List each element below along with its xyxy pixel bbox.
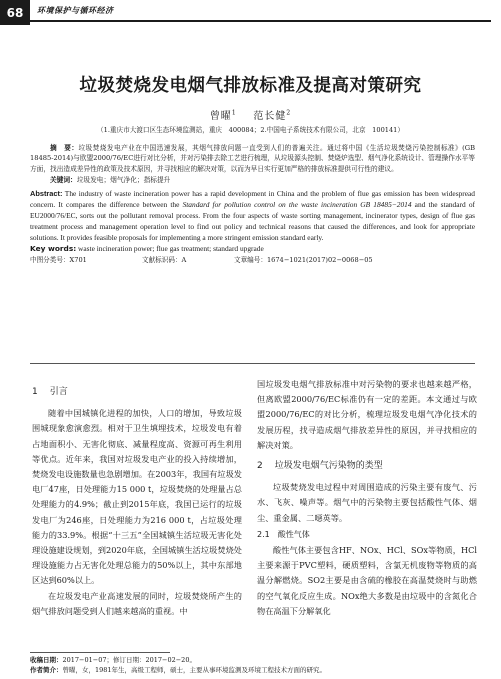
author-2-affil-mark: 2 bbox=[286, 109, 292, 117]
section-2-1-title: 酸性气体 bbox=[277, 529, 310, 539]
acid-gas-paragraph: 酸性气体主要包含HF、NOx、HCl、SOx等物质，HCl主要来源于PVC塑料，硬质塑料，含氯无机废物等物质的高温分解燃烧。SO2主要是由含硫的橡胶在高温焚烧时与助燃的空气氧化反应生成。NOx绝大多数是由垃圾中的含氮化合物在高温下分解氧化 bbox=[257, 545, 477, 616]
section-2-title: 垃圾发电烟气污染物的类型 bbox=[274, 461, 383, 472]
abstract-block bbox=[30, 143, 475, 265]
author-line bbox=[0, 107, 501, 122]
author-bio-label: 作者简介： bbox=[30, 666, 63, 674]
abstract-en-standard-title: Standard for pollution control on the waste incineration GB 18485−2014 bbox=[182, 199, 412, 209]
keywords-en-text: waste incineration power; flue gas treatment; standard upgrade bbox=[76, 243, 264, 253]
abstract-en bbox=[30, 188, 475, 243]
received-text: 2017−01−07；修订日期：2017−02−20。 bbox=[62, 656, 196, 664]
section-2-1-heading bbox=[257, 527, 477, 542]
abstract-en-label: Abstract: bbox=[30, 188, 63, 198]
section-2-heading bbox=[257, 459, 477, 474]
keywords-zh-text: 垃圾发电；烟气净化；指标提升 bbox=[76, 176, 171, 185]
clc-number: 中图分类号：X701 bbox=[30, 255, 87, 264]
abstract-en-text-2: and the standard of EU2000/76/EC, sorts out the pollutant removal process. From the four aspects of waste sorting management, incinerator types, design of flue gas treatment process and management operation level to find out policy and technical reasons that caused the differences, and look for appropriate solutions. It provides feasible proposals for implementing a more stringent emission standard early. bbox=[30, 199, 475, 242]
section-1-number: 1 bbox=[32, 387, 38, 397]
abstract-zh-text: 垃圾焚烧发电产业在中国迅速发展，其烟气排放问题一直受到人们的普遍关注。通过将中国《生活垃圾焚烧污染控制标准》(GB 18485-2014)与欧盟2000/76/EC进行对比分析，并对污染排去除工艺进行梳理，从垃圾源头控制、焚烧炉选型、烟气净化系统设计、管理操作水平等方面，找出造成差异性的政策及技术原因，并寻找相应的解决对策，以而为早日实行更加严格的排放标准提供可行性的建议。 bbox=[30, 144, 476, 173]
article-meta bbox=[30, 255, 475, 265]
intro-paragraph-2: 在垃圾发电产业高速发展的同时，垃圾焚烧所产生的烟气排放问题受到人们越来越高的重视。中 bbox=[32, 590, 242, 616]
abstract-zh-label: 摘 要： bbox=[50, 144, 79, 152]
section-2-paragraph: 垃圾焚烧发电过程中对周围造成的污染主要有废气、污水、飞灰、噪声等。烟气中的污染物主要包括酸性气体、烟尘、重金属、二噁英等。 bbox=[257, 482, 477, 523]
author-bio bbox=[30, 665, 481, 675]
page-number: 68 bbox=[0, 0, 30, 25]
header-rule bbox=[30, 20, 491, 22]
section-1-title: 引言 bbox=[49, 387, 68, 397]
affiliation: （1.重庆市大渡口区生态环境监测站，重庆 400084；2.中国电子系统技术有限公司，北京 100141） bbox=[97, 126, 404, 134]
section-1-heading bbox=[32, 385, 242, 400]
abstract-divider bbox=[30, 363, 475, 364]
author-2: 范长健 bbox=[253, 111, 287, 122]
abstract-en-text-1: The industry of waste incineration power has a rapid development in China and the problem of flue gas emission has been widespread concern. It compares the difference between the bbox=[30, 188, 475, 209]
article-number: 文章编号：1674−1021(2017)02−0068−05 bbox=[234, 255, 373, 264]
author-1-affil-mark: 1 bbox=[231, 109, 237, 117]
abstract-zh bbox=[30, 143, 475, 174]
keywords-en bbox=[30, 243, 475, 254]
received-date bbox=[30, 655, 481, 665]
document-code: 文献标识码：A bbox=[142, 255, 187, 264]
right-column bbox=[257, 377, 477, 619]
section-2-number: 2 bbox=[257, 461, 263, 472]
paper-title: 垃圾焚烧发电烟气排放标准及提高对策研究 bbox=[79, 76, 422, 96]
footnote-rule bbox=[30, 652, 170, 653]
received-label: 收稿日期： bbox=[30, 656, 63, 664]
journal-name: 环境保护与循环经济 bbox=[37, 6, 114, 15]
intro-paragraph-2-continued: 国垃圾发电烟气排放标准中对污染物的要求也越来越严格，但离欧盟2000/76/EC标准仍有一定的差距。本文通过与欧盟2000/76/EC的对比分析，梳理垃圾发电烟气净化技术的发展历程，找寻造成烟气排放差异性的原因，并寻找相应的解决对策。 bbox=[257, 379, 477, 450]
author-bio-text: 曾曜，女，1981年生，高级工程师，硕士，主要从事环境监测及环境工程技术方面的研究。 bbox=[62, 666, 327, 674]
keywords-zh-label: 关键词： bbox=[50, 176, 77, 185]
keywords-en-label: Key words: bbox=[30, 243, 77, 253]
intro-paragraph-1: 随着中国城镇化进程的加快，人口的增加，导致垃圾围城现象愈演愈烈。相对于卫生填埋技术，垃圾发电有着占地面积小、无害化彻底、减量程度高、资源可再生利用等优点。近年来，我国对垃圾发电产业的投入持续增加，焚烧发电设施数量也急剧增加。在2003年，我国有垃圾发电厂47座，日处理能力15 000 t，垃圾焚烧的处理量占总处理能力的4.9%；截止到2015年底，我国已运行的垃圾发电厂为246座，日处理能力为216 000 t，占垃圾处理能力的33.9%。根据“十三五”全国城镇生活垃圾无害化处理设施建设规划，到2020年底，全国城镇生活垃圾焚烧处理设施能力占无害化处理总能力的50%以上，其中东部地区达到60%以上。 bbox=[32, 408, 242, 586]
keywords-zh bbox=[30, 175, 475, 185]
left-column bbox=[32, 385, 242, 619]
section-2-1-number: 2.1 bbox=[257, 529, 270, 539]
author-1: 曾曜 bbox=[209, 111, 232, 122]
footnote bbox=[30, 655, 481, 675]
